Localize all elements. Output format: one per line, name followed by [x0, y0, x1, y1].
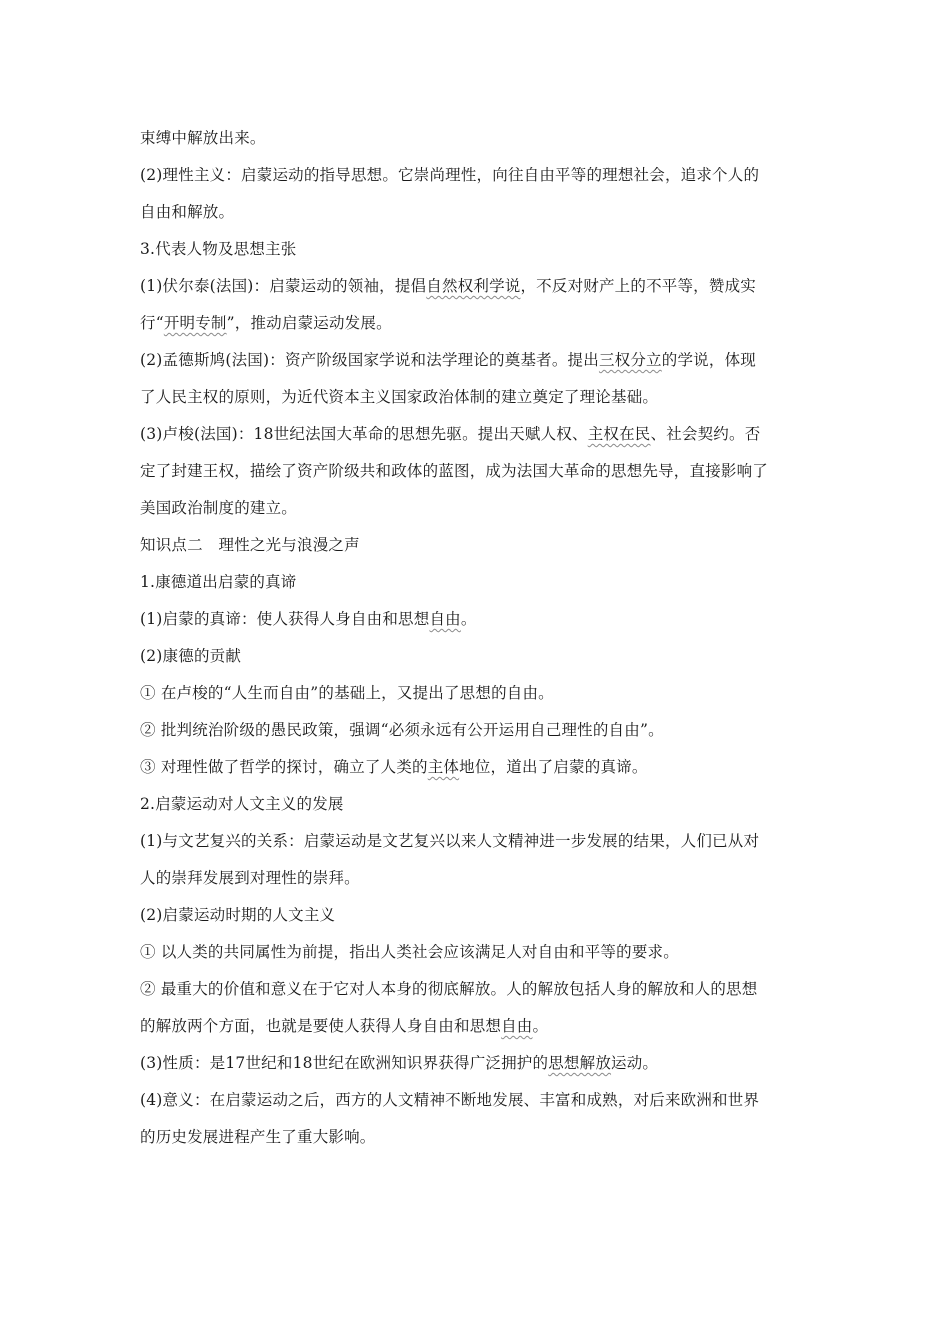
- text-segment: 地位，道出了启蒙的真谛。: [459, 758, 648, 776]
- text-segment: 定了封建王权，描绘了资产阶级共和政体的蓝图，成为法国大革命的思想先导，直接影响了: [140, 462, 769, 480]
- text-segment: (1)启蒙的真谛：使人获得人身自由和思想: [140, 610, 430, 628]
- text-line: [140, 490, 812, 527]
- underlined-key-term: 自由: [429, 610, 461, 628]
- text-segment: 的解放两个方面，也就是要使人获得人身自由和思想: [140, 1017, 502, 1035]
- text-line: [140, 416, 812, 453]
- text-segment: 束缚中解放出来。: [140, 129, 266, 147]
- text-segment: ① 在卢梭的“人生而自由”的基础上，又提出了思想的自由。: [140, 684, 554, 702]
- text-line: [140, 971, 812, 1008]
- text-line: [140, 231, 812, 268]
- underlined-key-term: 主体: [427, 758, 460, 776]
- text-line: [140, 157, 812, 194]
- text-segment: (2)启蒙运动时期的人文主义: [140, 906, 336, 924]
- text-segment: ”，推动启蒙运动发展。: [226, 314, 392, 332]
- text-segment: ③ 对理性做了哲学的探讨，确立了人类的: [140, 758, 428, 776]
- underlined-key-term: 三权分立: [598, 351, 662, 369]
- text-segment: 了人民主权的原则，为近代资本主义国家政治体制的建立奠定了理论基础。: [140, 388, 659, 406]
- text-segment: ，不反对财产上的不平等，赞成实: [520, 277, 756, 295]
- text-segment: (1)与文艺复兴的关系：启蒙运动是文艺复兴以来人文精神进一步发展的结果，人们已从对: [140, 832, 760, 850]
- text-line: [140, 1082, 812, 1119]
- text-segment: (4)意义：在启蒙运动之后，西方的人文精神不断地发展、丰富和成熟，对后来欧洲和世界: [140, 1091, 760, 1109]
- text-line: [140, 379, 812, 416]
- text-line: [140, 675, 812, 712]
- text-segment: 。: [532, 1017, 549, 1035]
- text-line: [140, 712, 812, 749]
- text-segment: 1.康德道出启蒙的真谛: [140, 573, 297, 591]
- text-line: [140, 342, 812, 379]
- text-segment: (2)理性主义：启蒙运动的指导思想。它崇尚理性，向往自由平等的理想社会，追求个人的: [140, 166, 760, 184]
- text-segment: 美国政治制度的建立。: [140, 499, 298, 517]
- text-line: [140, 897, 812, 934]
- underlined-key-term: 主权在民: [587, 425, 651, 443]
- underlined-key-term: 自由: [501, 1017, 533, 1035]
- text-segment: ① 以人类的共同属性为前提，指出人类社会应该满足人对自由和平等的要求。: [140, 943, 679, 961]
- text-line: [140, 527, 812, 564]
- text-segment: 知识点二 理性之光与浪漫之声: [140, 536, 360, 554]
- text-segment: (3)性质：是17世纪和18世纪在欧洲知识界获得广泛拥护的: [140, 1054, 549, 1072]
- text-segment: (2)孟德斯鸠(法国)：资产阶级国家学说和法学理论的奠基者。提出: [140, 351, 599, 369]
- text-segment: (1)伏尔泰(法国)：启蒙运动的领袖，提倡: [140, 277, 427, 295]
- underlined-key-term: 开明专制: [163, 314, 227, 332]
- text-segment: 行“: [140, 314, 164, 332]
- text-line: [140, 860, 812, 897]
- text-line: [140, 305, 812, 342]
- text-segment: (2)康德的贡献: [140, 647, 242, 665]
- text-segment: ② 最重大的价值和意义在于它对人本身的彻底解放。人的解放包括人身的解放和人的思想: [140, 980, 758, 998]
- text-segment: (3)卢梭(法国)：18世纪法国大革命的思想先驱。提出天赋人权、: [140, 425, 588, 443]
- text-segment: 3.代表人物及思想主张: [140, 240, 297, 258]
- text-line: [140, 120, 812, 157]
- text-segment: 人的崇拜发展到对理性的崇拜。: [140, 869, 360, 887]
- text-line: [140, 564, 812, 601]
- text-segment: 的学说，体现: [661, 351, 756, 369]
- text-line: [140, 1119, 812, 1156]
- text-line: [140, 823, 812, 860]
- text-line: [140, 453, 812, 490]
- text-line: [140, 601, 812, 638]
- text-segment: 自由和解放。: [140, 203, 235, 221]
- text-line: [140, 786, 812, 823]
- text-segment: 、社会契约。否: [650, 425, 761, 443]
- text-line: [140, 268, 812, 305]
- text-segment: 运动。: [611, 1054, 659, 1072]
- text-line: [140, 1008, 812, 1045]
- text-line: [140, 1045, 812, 1082]
- text-line: [140, 934, 812, 971]
- text-segment: 的历史发展进程产生了重大影响。: [140, 1128, 376, 1146]
- document-page: [140, 120, 812, 1156]
- underlined-key-term: 自然权利学说: [426, 277, 521, 295]
- text-segment: 。: [460, 610, 477, 628]
- underlined-key-term: 思想解放: [548, 1054, 612, 1072]
- text-segment: ② 批判统治阶级的愚民政策，强调“必须永远有公开运用自己理性的自由”。: [140, 721, 664, 739]
- text-line: [140, 194, 812, 231]
- text-line: [140, 749, 812, 786]
- text-line: [140, 638, 812, 675]
- text-segment: 2.启蒙运动对人文主义的发展: [140, 795, 344, 813]
